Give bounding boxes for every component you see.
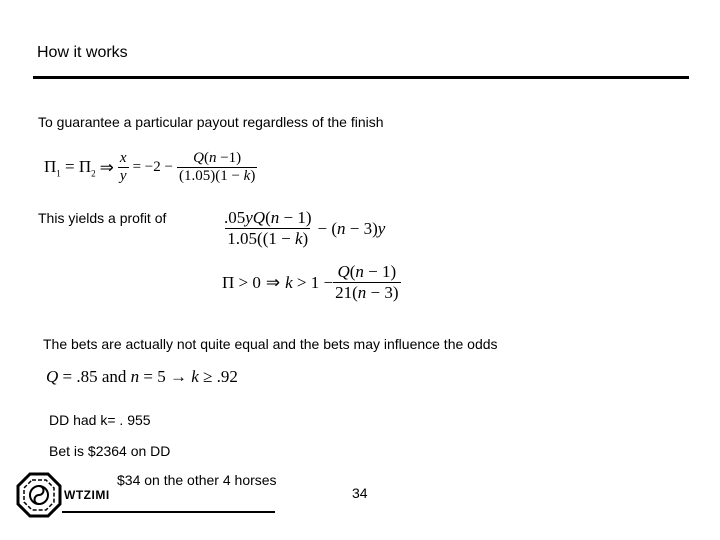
dd-note: DD had k= . 955 bbox=[49, 412, 151, 428]
logo-text: WTZIMI bbox=[64, 488, 110, 502]
slide-title: How it works bbox=[37, 44, 128, 61]
title-divider bbox=[33, 76, 689, 79]
page-number: 34 bbox=[352, 485, 368, 501]
equation-profit: $\frac{.05yQ(n - 1)}{1.05((1 - k)}$ − (n − 3)y bbox=[224, 208, 386, 248]
equation-payout: $\Pi_1 = \Pi_2$ ⇒ $\frac{x}{y}$ = −2 − $\frac{Q(n -1)}{(1.05)(1 - k)}$ bbox=[44, 150, 256, 184]
logo-octagon-icon bbox=[16, 472, 62, 518]
intro-text: To guarantee a particular payout regardless of the finish bbox=[38, 114, 384, 130]
bets-note: The bets are actually not quite equal and the bets may influence the odds bbox=[43, 336, 498, 352]
profit-label: This yields a profit of bbox=[38, 210, 167, 226]
bet-dd: Bet is $2364 on DD bbox=[49, 443, 171, 459]
footer-rule bbox=[62, 511, 275, 513]
equation-condition: Π > 0 ⇒ k > 1 − $\frac{Q(n - 1)}{21(n - 3)}$ bbox=[222, 262, 399, 302]
bet-other: $34 on the other 4 horses bbox=[117, 472, 277, 488]
equation-values: Q = .85 and n = 5 → k ≥ .92 bbox=[46, 367, 238, 386]
